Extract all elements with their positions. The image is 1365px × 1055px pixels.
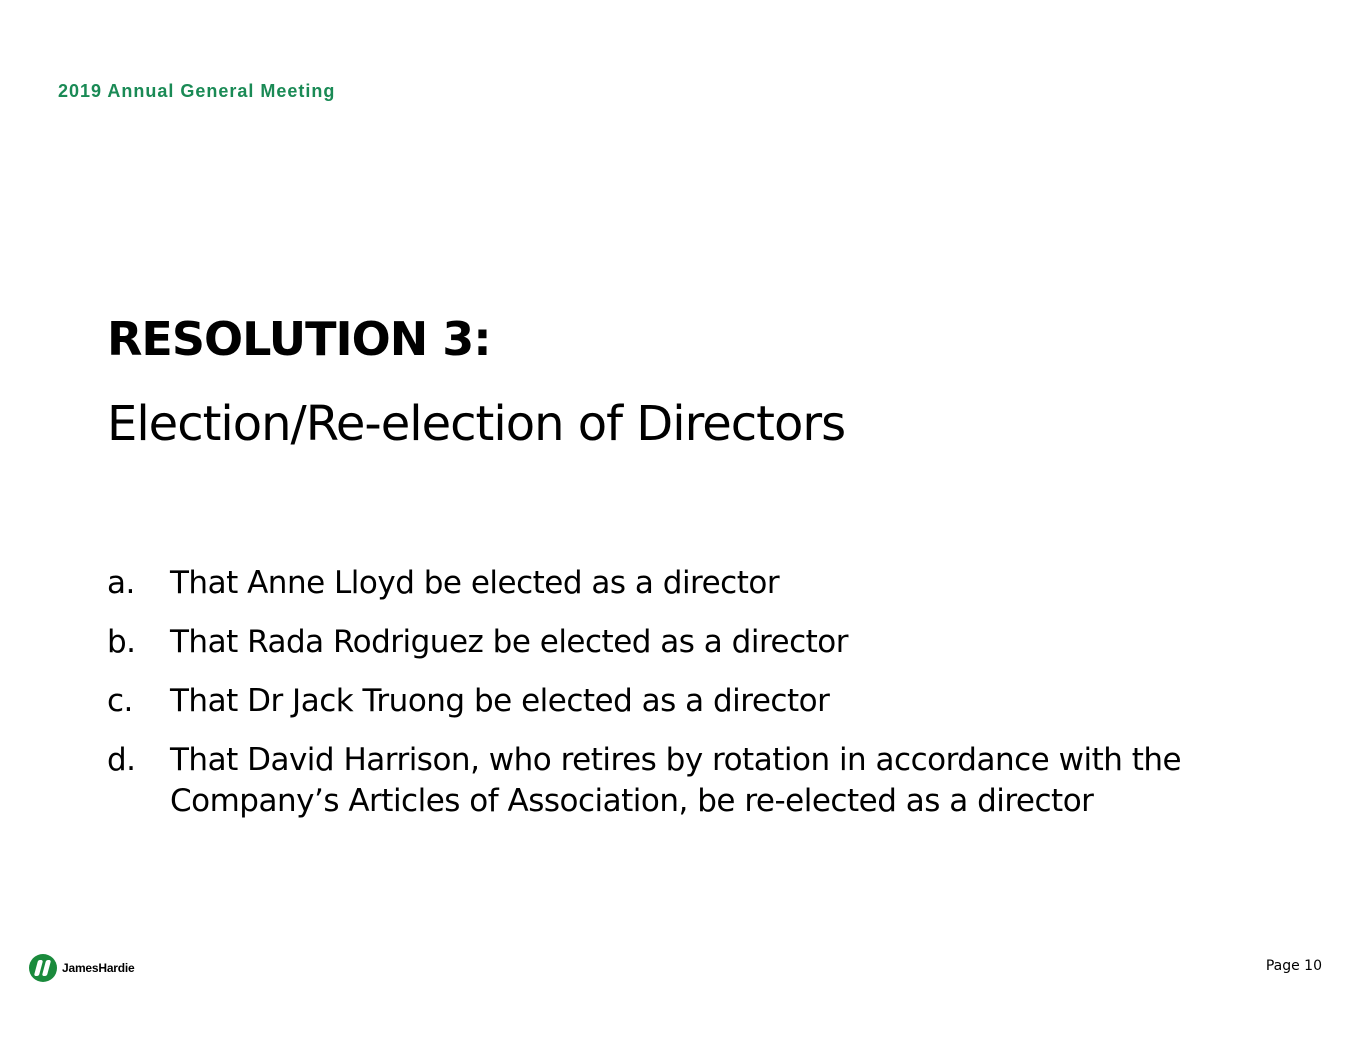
- meeting-label: 2019 Annual General Meeting: [58, 81, 336, 101]
- resolution-letter: d.: [107, 742, 136, 778]
- resolution-text: That Rada Rodriguez be elected as a director: [170, 624, 848, 660]
- page-number: Page 10: [1265, 958, 1322, 974]
- resolution-item-d: [107, 740, 1267, 822]
- logo-wordmark: JamesHardie: [62, 961, 135, 975]
- resolution-subtitle: Election/Re-election of Directors: [107, 396, 846, 452]
- resolution-title: RESOLUTION 3:: [107, 312, 491, 366]
- resolution-text: That Anne Lloyd be elected as a director: [170, 565, 780, 601]
- resolution-text: That Dr Jack Truong be elected as a director: [170, 683, 830, 719]
- company-logo: [29, 953, 135, 983]
- resolution-letter: a.: [107, 565, 135, 601]
- resolution-text: That David Harrison, who retires by rotation in accordance with the Company’s Articles of Association, be re-elected as a director: [170, 742, 1182, 819]
- resolution-list: [107, 563, 1267, 840]
- resolution-letter: c.: [107, 683, 133, 719]
- resolution-letter: b.: [107, 624, 136, 660]
- resolution-item-a: [107, 563, 1267, 604]
- resolution-item-b: [107, 622, 1267, 663]
- resolution-item-c: [107, 681, 1267, 722]
- james-hardie-logo-icon: [29, 954, 57, 982]
